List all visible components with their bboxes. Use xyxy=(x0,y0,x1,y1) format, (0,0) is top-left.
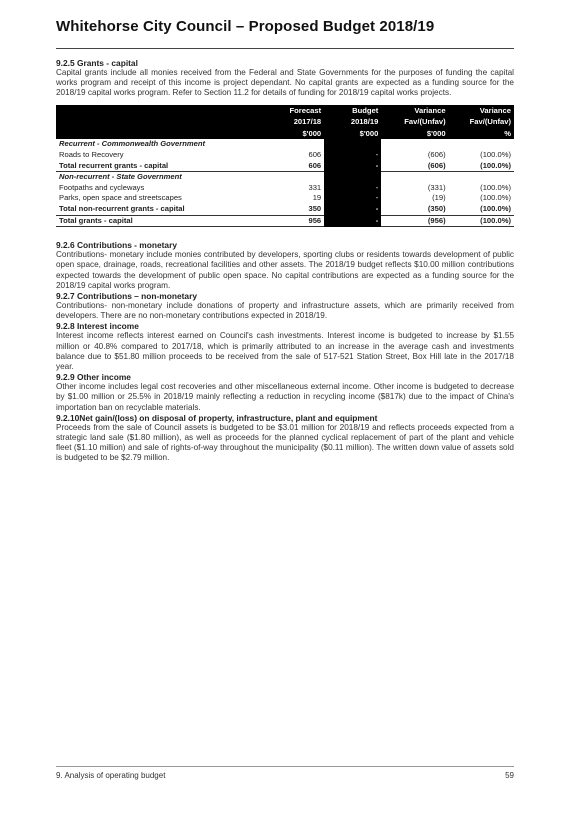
document-body xyxy=(56,58,514,464)
table-header-cell xyxy=(56,128,267,140)
table-cell: 606 xyxy=(308,149,322,159)
table-cell: 606 xyxy=(267,161,324,172)
table-row xyxy=(56,161,514,172)
table-header-cell: $'000 xyxy=(324,128,381,140)
table-row xyxy=(56,183,514,194)
table-cell xyxy=(267,172,324,183)
table-cell: Non-recurrent - State Government xyxy=(59,172,182,182)
table-cell: (331) xyxy=(427,182,446,192)
table-cell: Total non-recurrent grants - capital xyxy=(56,204,267,215)
table-row xyxy=(56,139,514,150)
section-text-interest-income: Interest income reflects interest earned on Council's cash investments. Interest income is budgeted to increase by $1.55 million or 40.8% compared to 2017/18, which is primarily attributed to an increase in the average cash and investments balance due to $51.80 million proceeds to be received from the sale of 517-521 Station Street, Box Hill late in the 2017/18 year. xyxy=(56,331,514,371)
table-header-row xyxy=(56,105,514,117)
section-heading-contributions-non-monetary: 9.2.7 Contributions – non-monetary xyxy=(56,290,197,301)
table-cell: (606) xyxy=(381,161,448,172)
grants-capital-table xyxy=(56,105,514,228)
table-row xyxy=(56,204,514,215)
table-cell xyxy=(267,139,324,150)
table-cell: (350) xyxy=(381,204,448,215)
footer-section-label: 9. Analysis of operating budget xyxy=(56,771,166,780)
table-cell: (100.0%) xyxy=(449,215,514,227)
table-row xyxy=(56,150,514,161)
table-cell: (100.0%) xyxy=(480,193,511,203)
table-cell xyxy=(449,139,514,150)
table-cell: - xyxy=(324,183,381,194)
section-heading-interest-income: 9.2.8 Interest income xyxy=(56,321,139,332)
table-cell xyxy=(324,172,381,183)
section-heading-other-income: 9.2.9 Other income xyxy=(56,372,131,383)
table-row xyxy=(56,172,514,183)
table-header-cell: $'000 xyxy=(267,128,324,140)
section-text-other-income: Other income includes legal cost recoveries and other miscellaneous external income. Other income is budgeted to decrease by $1.00 million or 25.5% in 2018/19 mainly reflecting a reduction in recycling income ($817k) due to the impact of China's importation ban on recyclable materials. xyxy=(56,382,514,412)
page-number: 59 xyxy=(505,771,514,780)
table-header-cell xyxy=(56,116,267,128)
header-divider xyxy=(56,48,514,49)
table-header-cell xyxy=(56,105,267,117)
table-cell: 956 xyxy=(267,215,324,227)
section-text-contributions-non-monetary: Contributions- non-monetary include donations of property and infrastructure assets, which are primarily received from developers. There are no non-monetary contributions expected in 2018/19. xyxy=(56,300,514,321)
table-row xyxy=(56,215,514,227)
table-header-cell: Fav/(Unfav) xyxy=(449,116,514,128)
table-header-cell: Forecast xyxy=(267,105,324,117)
table-header-cell: 2018/19 xyxy=(324,116,381,128)
table-cell: (100.0%) xyxy=(480,149,511,159)
table-cell xyxy=(381,139,448,150)
table-cell xyxy=(449,172,514,183)
table-cell: Roads to Recovery xyxy=(59,149,124,159)
table-cell: (100.0%) xyxy=(449,204,514,215)
table-header-cell: 2017/18 xyxy=(267,116,324,128)
section-heading-grants-capital: 9.2.5 Grants - capital xyxy=(56,58,138,68)
table-header-cell: % xyxy=(449,128,514,140)
table-cell: - xyxy=(324,161,381,172)
table-cell: - xyxy=(324,204,381,215)
table-cell: - xyxy=(324,150,381,161)
page-header-title: Whitehorse City Council – Proposed Budget 2018/19 xyxy=(56,18,435,35)
footer-divider xyxy=(56,766,514,767)
section-heading-contributions-monetary: 9.2.6 Contributions - monetary xyxy=(56,240,177,251)
table-header-cell: Budget xyxy=(324,105,381,117)
table-cell: - xyxy=(324,215,381,227)
table-cell: 350 xyxy=(267,204,324,215)
section-heading-net-gain: 9.2.10Net gain/(loss) on disposal of property, infrastructure, plant and equipment xyxy=(56,412,378,423)
table-cell: Footpaths and cycleways xyxy=(59,182,145,192)
section-text-grants-capital: Capital grants include all monies received from the Federal and State Governments for the purposes of funding the capital works program and receipt of this income is project dependant. No capital grants are expected as a funding source for the 2018/19 capital works program. Refer to Section 11.2 for details of funding for 2018/19 capital works projects. xyxy=(56,68,514,98)
table-cell: Total grants - capital xyxy=(56,215,267,227)
section-text-net-gain: Proceeds from the sale of Council assets is budgeted to be $3.01 million for 2018/19 and reflects proceeds expected from a strategic land sale ($1.80 million), as well as proceeds for the planned cyclical replacement of part of the plant and vehicle fleet ($1.10 million) and sale of rights-of-way throughout the municipality ($0.11 million). The written down value of assets sold is budgeted to be $2.79 million. xyxy=(56,422,514,463)
table-cell: 19 xyxy=(312,193,322,203)
table-header-row xyxy=(56,128,514,140)
table-cell xyxy=(381,172,448,183)
table-cell: Recurrent - Commonwealth Government xyxy=(59,139,205,149)
section-text-contributions-monetary: Contributions- monetary include monies contributed by developers, sporting clubs or residents towards development of public open space, drainage, roads, recreational facilities and other assets. The 2018/19 budget reflects $10.00 million contributions expected towards the development of public open space. No capital contributions are expected as a funding source for the 2018/19 capital works program. xyxy=(56,250,514,290)
table-header-cell: Variance xyxy=(449,105,514,117)
table-cell xyxy=(324,139,381,150)
table-cell: (19) xyxy=(432,193,446,203)
table-cell: (606) xyxy=(427,149,446,159)
table-row xyxy=(56,193,514,204)
table-header-cell: Variance xyxy=(381,105,448,117)
table-header-cell: Fav/(Unfav) xyxy=(381,116,448,128)
table-cell: (100.0%) xyxy=(480,182,511,192)
table-cell: 331 xyxy=(308,182,322,192)
table-cell: Parks, open space and streetscapes xyxy=(59,193,182,203)
table-cell: - xyxy=(324,193,381,204)
table-header-cell: $'000 xyxy=(381,128,448,140)
table-cell: Total recurrent grants - capital xyxy=(56,161,267,172)
table-cell: (100.0%) xyxy=(449,161,514,172)
table-cell: (956) xyxy=(381,215,448,227)
table-header-row xyxy=(56,116,514,128)
